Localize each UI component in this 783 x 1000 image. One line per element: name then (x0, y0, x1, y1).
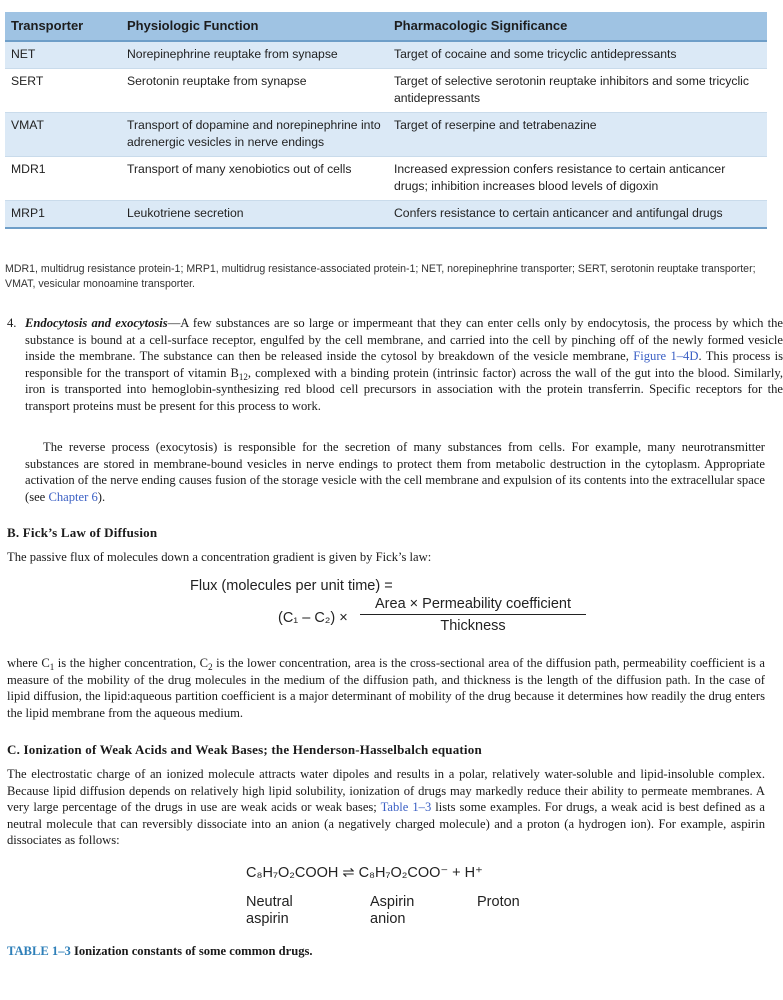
figure-link[interactable]: Figure 1–4D (633, 349, 699, 364)
fick-equation-fraction (360, 596, 586, 634)
paragraph-text: where C (7, 656, 50, 670)
table-caption-number[interactable]: TABLE 1–3 (7, 944, 71, 958)
fraction-numerator: Area × Permeability coefficient (375, 596, 571, 612)
equilibrium-arrow-icon: ⇌ (342, 865, 355, 881)
list-item-title: Endocytosis and exocytosis (25, 316, 168, 330)
fick-intro: The passive flux of molecules down a concentration gradient is given by Fick’s law: (7, 550, 432, 564)
cell-significance: Target of selective serotonin reuptake inhibitors and some tricyclic antidepressants (388, 69, 767, 113)
exocytosis-paragraph (7, 439, 765, 505)
table-header-row (5, 12, 767, 41)
section-heading-ionization: C. Ionization of Weak Acids and Weak Bases; the Henderson-Hasselbalch equation (7, 742, 482, 757)
list-item-number: 4. (7, 316, 17, 330)
paragraph-text: , complexed with a binding protein (intrinsic factor) across the wall of the gut into the blood. Similarly, iron is transported into hemoglobin-synthesizing red blood cell precursors in association with the protein transferrin. Specific receptors for the transport proteins must be present for this process to work. (25, 365, 783, 413)
fick-explanation (7, 655, 765, 721)
header-transporter: Transporter (5, 12, 121, 41)
ionization-paragraph (7, 766, 765, 849)
paragraph-text: is the lower concentration, area is the cross-sectional area of the diffusion path, permeability coefficient is a measure of the mobility of the drug molecules in the medium of the diffusion path, and thickness is the length of the diffusion path. In the case of lipid diffusion, the lipid:aqueous partition coefficient is a major determinant of mobility of the drug because it determines how readily the drug enters the lipid membrane from the aqueous medium. (7, 656, 765, 720)
section-heading-fick: B. Fick’s Law of Diffusion (7, 525, 158, 540)
fick-equation-top: Flux (molecules per unit time) = (190, 578, 393, 594)
cell-significance: Target of cocaine and some tricyclic antidepressants (388, 41, 767, 69)
paragraph-text: The electrostatic charge of an ionized molecule attracts water dipoles and results in a polar, relatively water-soluble and lipid-insoluble complex. Because lipid diffusion depends on relatively high lipid solubility, ionization of drugs may markedly reduce their ability to permeate membranes. A very large percentage of the drugs in use are weak acids or weak bases; (7, 767, 765, 815)
equation-left: C₈H₇O₂COOH (246, 865, 339, 881)
label-proton: Proton (477, 894, 520, 910)
cell-function: Leukotriene secretion (121, 201, 388, 229)
paragraph-text: lists some examples. For drugs, a weak acid is best defined as a neutral molecule that can reversibly dissociate into an anion (a negatively charged molecule) and a proton (a hydrogen ion). For example, aspirin dissociates as follows: (7, 800, 765, 848)
aspirin-equation (246, 865, 483, 881)
subscript: 2 (208, 662, 213, 672)
table-row (5, 113, 767, 157)
cell-transporter: SERT (5, 69, 121, 113)
label-line: Aspirin (370, 894, 415, 910)
cell-significance: Target of reserpine and tetrabenazine (388, 113, 767, 157)
cell-function: Norepinephrine reuptake from synapse (121, 41, 388, 69)
cell-significance: Confers resistance to certain anticancer and antifungal drugs (388, 201, 767, 229)
cell-transporter: VMAT (5, 113, 121, 157)
table-row (5, 41, 767, 69)
fraction-denominator: Thickness (440, 618, 506, 634)
paragraph-text: . This process is responsible for the transport of vitamin B (25, 349, 783, 380)
label-aspirin-anion (370, 894, 414, 928)
table-row (5, 69, 767, 113)
transporter-table (5, 12, 767, 229)
header-pharmacologic-significance: Pharmacologic Significance (388, 12, 767, 41)
label-line: aspirin (246, 911, 289, 927)
cell-transporter: MRP1 (5, 201, 121, 229)
cell-transporter: MDR1 (5, 157, 121, 201)
table-caption (7, 943, 765, 960)
cell-significance: Increased expression confers resistance to certain anticancer drugs; inhibition increases blood levels of digoxin (388, 157, 767, 201)
paragraph-text: ). (97, 489, 106, 504)
paragraph-text: is the higher concentration, C (54, 656, 209, 670)
fick-equation-lhs: (C₁ – C₂) × (278, 610, 348, 626)
header-physiologic-function: Physiologic Function (121, 12, 388, 41)
table-row (5, 201, 767, 229)
table-row (5, 157, 767, 201)
label-line: anion (370, 911, 406, 927)
table-footnote: MDR1, multidrug resistance protein-1; MRP1, multidrug resistance-associated protein-1; NET, norepinephrine transporter; SERT, serotonin reuptake transporter; VMAT, vesicular monoamine transporter. (5, 263, 756, 290)
cell-function: Serotonin reuptake from synapse (121, 69, 388, 113)
label-neutral-aspirin (246, 894, 293, 928)
subscript: 1 (49, 662, 55, 672)
fraction-bar (360, 614, 586, 615)
list-item-endocytosis (7, 315, 783, 415)
subscript: 12 (238, 371, 248, 382)
paragraph-text: The reverse process (exocytosis) is responsible for the secretion of many substances from cells. For example, many neurotransmitter substances are stored in membrane-bound vesicles in nerve endings to protect them from metabolic destruction in the cytoplasm. Appropriate activation of the nerve ending causes fusion of the storage vesicle with the cell membrane and expulsion of its contents into the extracellular space (see (25, 440, 765, 504)
equation-right: C₈H₇O₂COO⁻ + H⁺ (358, 865, 483, 881)
paragraph-text: —A few substances are so large or impermeant that they can enter cells only by endocytosis, the process by which the substance is bound at a cell-surface receptor, engulfed by the cell membrane, and carried into the cell by pinching off of the newly formed vesicle inside the membrane. The substance can then be released inside the cytosol by breakdown of the vesicle membrane, (25, 316, 783, 364)
cell-function: Transport of dopamine and norepinephrine into adrenergic vesicles in nerve endings (121, 113, 388, 157)
chapter-link[interactable]: Chapter 6 (48, 489, 98, 504)
table-link[interactable]: Table 1–3 (380, 800, 432, 815)
cell-transporter: NET (5, 41, 121, 69)
label-line: Neutral (246, 894, 293, 910)
cell-function: Transport of many xenobiotics out of cells (121, 157, 388, 201)
table-caption-text: Ionization constants of some common drugs. (70, 944, 313, 958)
